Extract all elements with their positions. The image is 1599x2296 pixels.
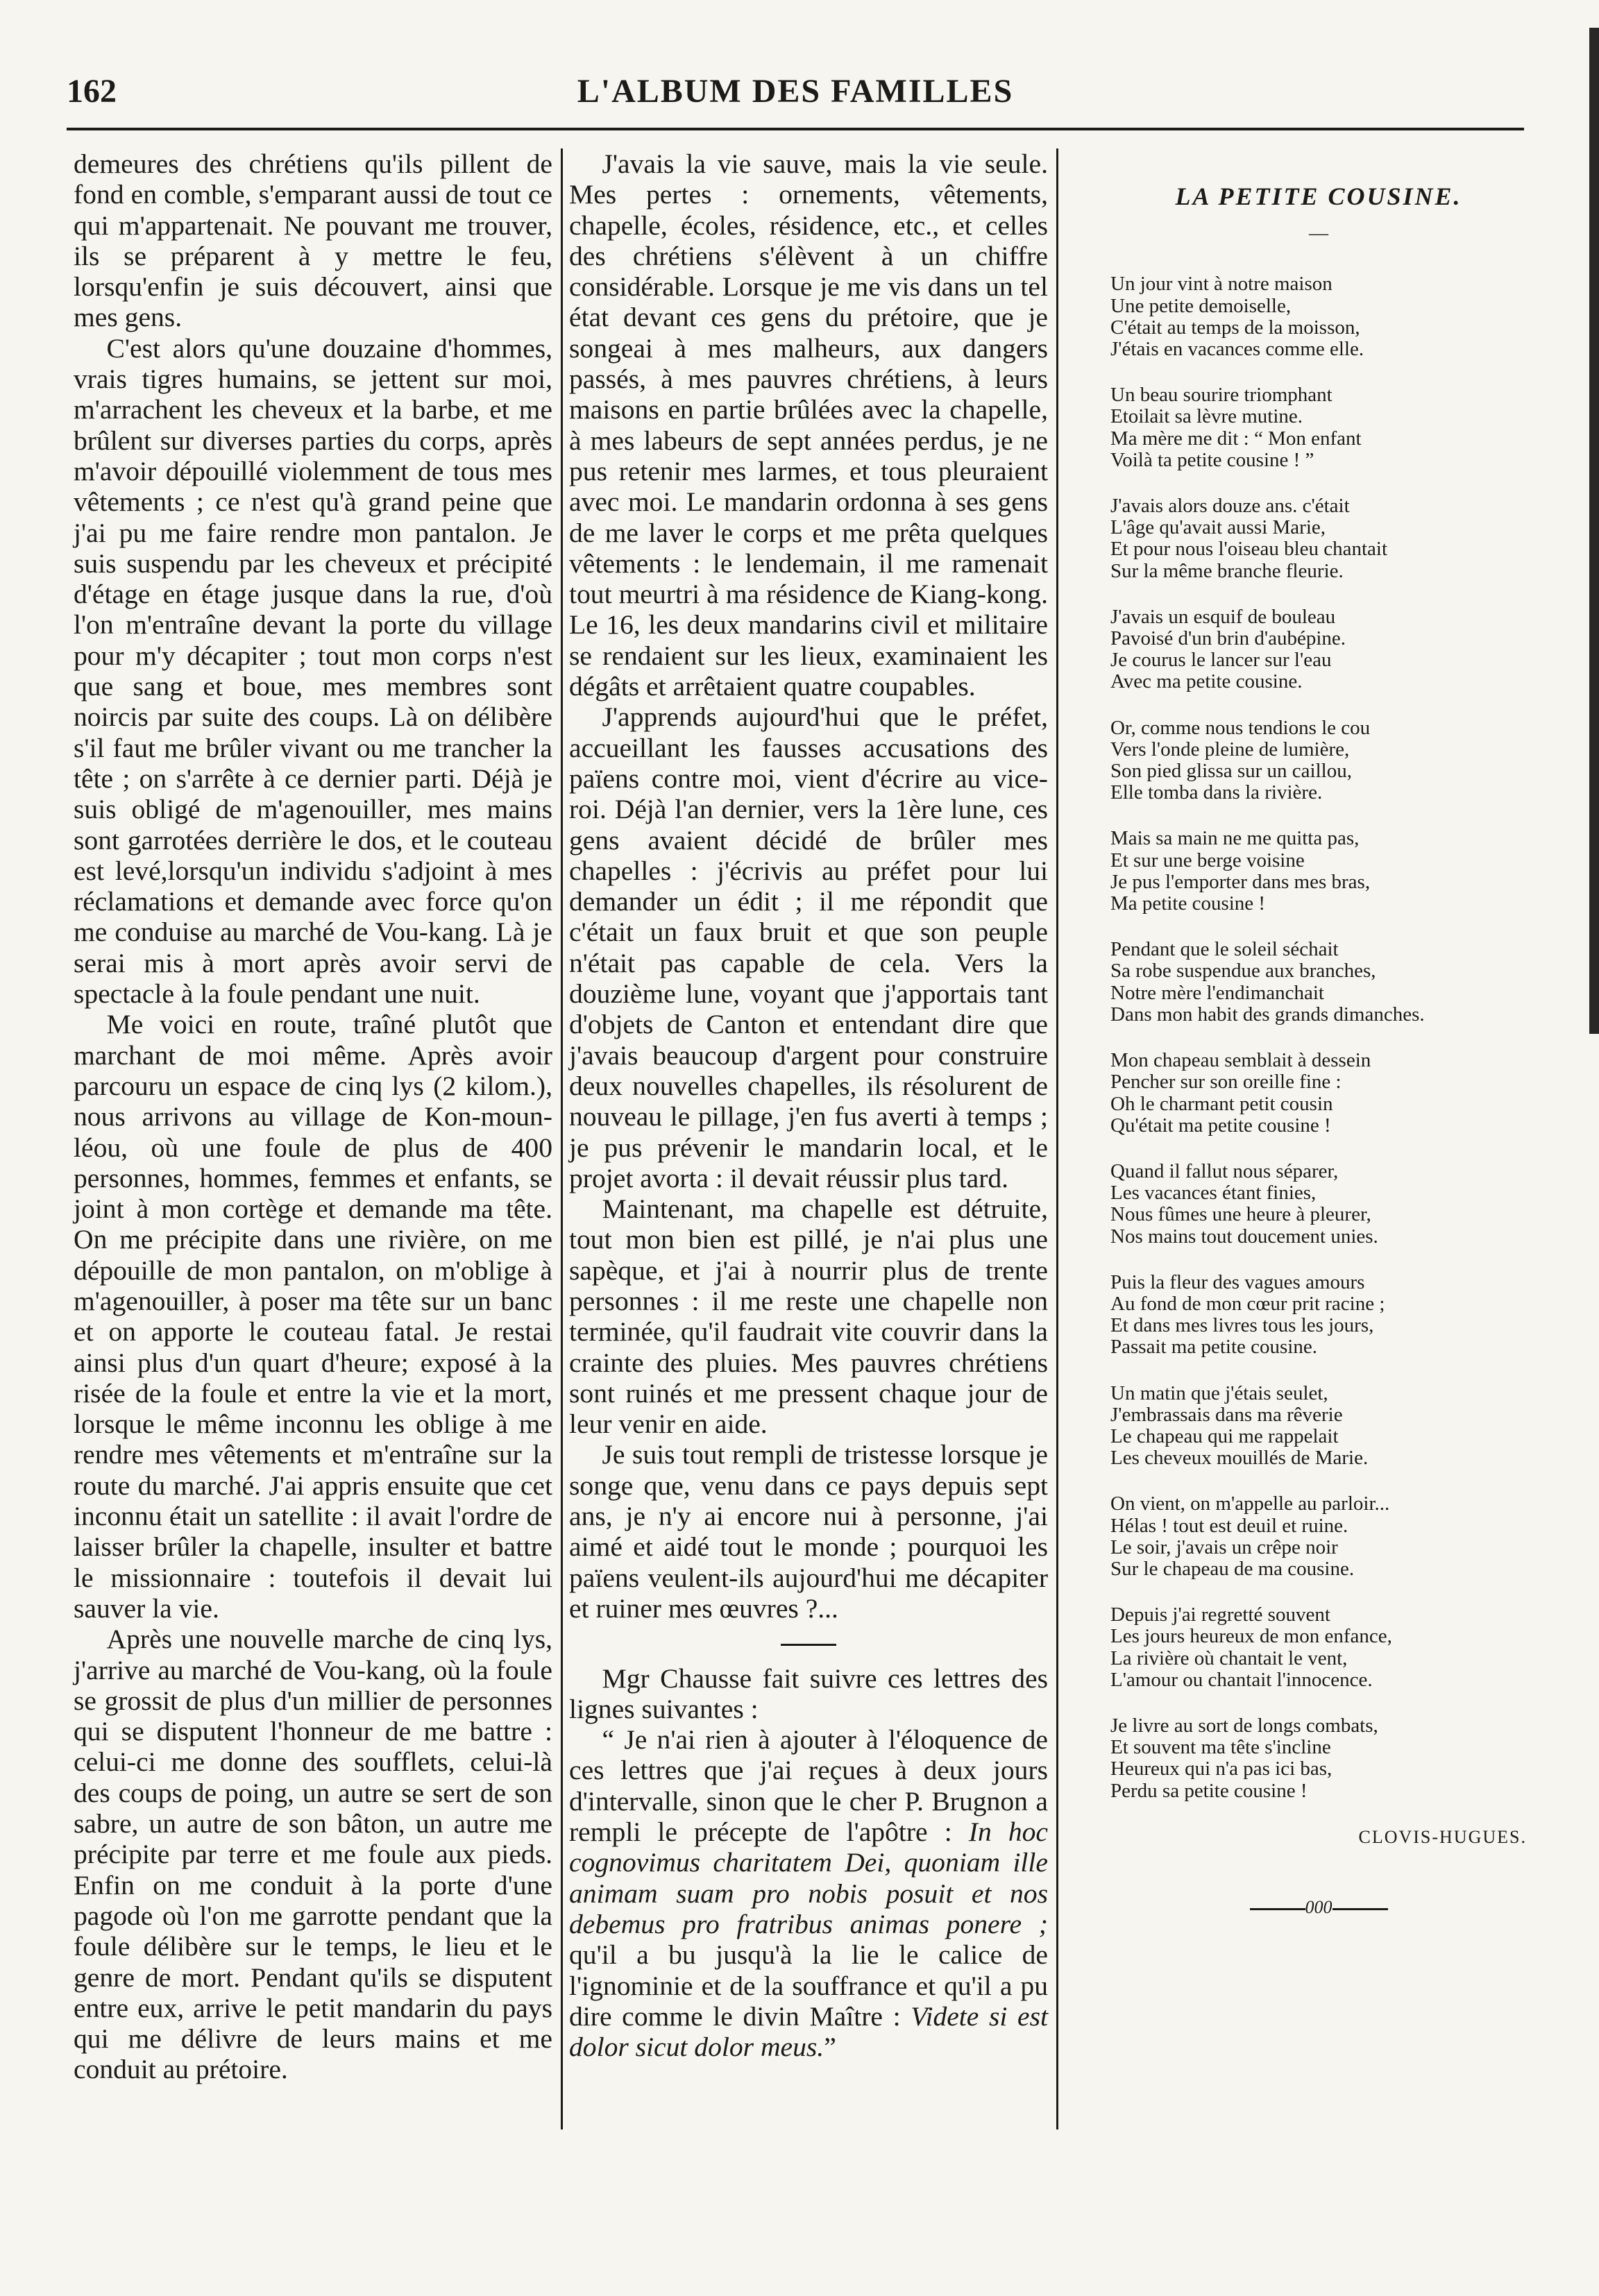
page-number: 162: [67, 73, 117, 110]
poem-line: Je courus le lancer sur l'eau: [1110, 649, 1332, 672]
poem-line: Avec ma petite cousine.: [1110, 670, 1303, 693]
poem-line: Un jour vint à notre maison: [1110, 273, 1332, 296]
poem-line: Mais sa main ne me quitta pas,: [1110, 827, 1360, 850]
poem-stanza: [1110, 717, 1527, 804]
poem-line: Nos mains tout doucement unies.: [1110, 1225, 1378, 1248]
poem-line: Et sur une berge voisine: [1110, 849, 1305, 871]
poem-stanza: [1110, 1383, 1527, 1470]
article-column-middle: [569, 148, 1048, 2062]
poem-line: Qu'était ma petite cousine !: [1110, 1114, 1331, 1137]
poem-line: Notre mère l'endimanchait: [1110, 981, 1324, 1004]
paragraph: J'apprends aujourd'hui que le préfet, accueillant les fausses accusations des païens contre moi, vient d'écrire au vice-roi. Déjà l'an dernier, vers la 1ère lune, ces gens avaient décidé de brûler mes chapelles : j'écrivis au préfet pour lui demander un édit ; il me répondit que c'était un faux bruit et que son peuple n'était pas capable de cela. Vers la douzième lune, voyant que j'apportais tant d'objets de Canton et entendant dire que j'avais beaucoup d'argent pour construire deux nouvelles chapelles, ils résolurent de nouveau le pillage, j'en fus averti à temps ; je pus prévenir le mandarin local, et le projet avorta : il devait réussir plus tard.: [569, 701, 1048, 1193]
poem-line: Depuis j'ai regretté souvent: [1110, 1604, 1330, 1626]
quoted-letter: [569, 1724, 1048, 2062]
poem-line: Je pus l'emporter dans mes bras,: [1110, 870, 1371, 893]
paragraph: C'est alors qu'une douzaine d'hommes, vrais tigres humains, se jettent sur moi, m'arrachent les cheveux et la barbe, et me brûlent sur diverses parties du corps, après m'avoir dépouillé violemment de tous mes vêtements ; ce n'est qu'à grand peine que j'ai pu me faire rendre mon pantalon. Je suis suspendu par les cheveux et précipité d'étage en étage jusque dans la rue, d'où l'on m'entraîne devant la porte du village pour m'y décapiter ; tout mon corps n'est que sang et boue, mes membres sont noircis par suite des coups. Là on délibère s'il faut me brûler vivant ou me trancher la tête ; on s'arrête à ce dernier parti. Déjà je suis obligé de m'agenouiller, mes mains sont garrotées derrière le dos, et le couteau est levé,lorsqu'un individu s'adjoint à mes réclamations et demande avec force qu'on me conduise au marché de Vou-kang. Là je serai mis à mort après avoir servi de spectacle à la foule pendant une nuit.: [74, 332, 552, 1010]
poem-line: Au fond de mon cœur prit racine ;: [1110, 1292, 1385, 1315]
paragraph: Maintenant, ma chapelle est détruite, tout mon bien est pillé, je n'ai plus une sapèque, et j'ai à nourrir plus de trente personnes : il me reste une chapelle non terminée, qu'il faudrait vite couvrir dans la crainte des pluies. Mes pauvres chrétiens sont ruinés et me pressent chaque jour de leur venir en aide.: [569, 1193, 1048, 1440]
poem-line: J'embrassais dans ma rêverie: [1110, 1403, 1343, 1426]
poem-stanza: [1110, 1715, 1527, 1802]
closing-quote: ”: [824, 2032, 836, 2063]
poem-column: [1110, 182, 1527, 1918]
poem-line: Une petite demoiselle,: [1110, 294, 1292, 317]
paragraph: Je suis tout rempli de tristesse lorsque je songe que, venu dans ce pays depuis sept ans, je n'y ai encore nui à personne, j'ai aimé et aidé tout le monde ; pourquoi les païens veulent-ils aujourd'hui me décapiter et ruiner mes œuvres ?...: [569, 1439, 1048, 1624]
header-rule: [67, 128, 1524, 130]
poem-line: Son pied glissa sur un caillou,: [1110, 760, 1352, 783]
poem-line: Les cheveux mouillés de Marie.: [1110, 1447, 1369, 1470]
poem-stanza: [1110, 1050, 1527, 1137]
poem-line: Etoilait sa lèvre mutine.: [1110, 405, 1303, 428]
section-separator: [569, 1626, 1048, 1657]
column-divider: [1056, 148, 1058, 2129]
poem-line: Nous fûmes une heure à pleurer,: [1110, 1203, 1371, 1226]
poem-line: Sa robe suspendue aux branches,: [1110, 960, 1376, 983]
poem-stanza: [1110, 1604, 1527, 1691]
page-header: [67, 72, 1524, 121]
poem-line: Elle tomba dans la rivière.: [1110, 781, 1323, 804]
poem-line: Ma mère me dit : “ Mon enfant: [1110, 427, 1362, 450]
poem-stanza: [1110, 1272, 1527, 1359]
poem-line: Un matin que j'étais seulet,: [1110, 1381, 1328, 1404]
binding-edge: [1589, 28, 1599, 1034]
poem-line: Et souvent ma tête s'incline: [1110, 1736, 1331, 1759]
poem-stanza: [1110, 606, 1527, 693]
poem-stanza: [1110, 939, 1527, 1026]
poem-stanza: [1110, 1161, 1527, 1248]
poem-line: Pavoisé d'un brin d'aubépine.: [1110, 627, 1346, 650]
poem-line: Puis la fleur des vagues amours: [1110, 1270, 1365, 1293]
poem-line: La rivière où chantait le vent,: [1110, 1647, 1348, 1669]
end-ornament: [1110, 1896, 1527, 1918]
quote-text: qu'il a bu jusqu'à la lie le calice de l'ignominie et de la souffrance et qu'il a pu dire comme le divin Maître :: [569, 1939, 1048, 2032]
end-mark-text: 000: [1305, 1896, 1332, 1917]
poem-line: Les vacances étant finies,: [1110, 1182, 1317, 1205]
paragraph: Mgr Chausse fait suivre ces lettres des lignes suivantes :: [569, 1663, 1048, 1724]
latin-quote: Videte si est dolor sicut dolor meus.: [569, 2000, 1048, 2063]
poem-line: J'avais alors douze ans. c'était: [1110, 495, 1350, 518]
poem-line: Sur la même branche fleurie.: [1110, 559, 1344, 582]
poem-line: Et pour nous l'oiseau bleu chantait: [1110, 538, 1388, 561]
poem-line: J'étais en vacances comme elle.: [1110, 338, 1364, 361]
paragraph: Me voici en route, traîné plutôt que marchant de moi même. Après avoir parcouru un espace de cinq lys (2 kilom.), nous arrivons au village de Kon-moun-léou, où une foule de plus de 400 personnes, hommes, femmes et enfants, se joint à mon cortège et demande ma tête. On me précipite dans une rivière, on me dépouille de mon pantalon, on m'oblige à m'agenouiller, à poser ma tête sur un banc et on apporte le couteau fatal. Je restai ainsi plus d'un quart d'heure; exposé à la risée de la foule et entre la vie et la mort, lorsque le même inconnu les oblige à me rendre mes vêtements et m'entraîne sur la route du marché. J'ai appris ensuite que cet inconnu était un satellite : il avait l'ordre de laisser brûler la chapelle, insulter et battre le missionnaire : toutefois il devait lui sauver la vie.: [74, 1009, 552, 1624]
poem-line: Un beau sourire triomphant: [1110, 384, 1332, 407]
poem-line: Quand il fallut nous séparer,: [1110, 1159, 1339, 1182]
poem-line: Or, comme nous tendions le cou: [1110, 716, 1371, 739]
poem-line: Le chapeau qui me rappelait: [1110, 1425, 1339, 1447]
latin-quote: In hoc cognovimus charitatem Dei, quoniam ille animam suam pro nobis posuit et nos debemus pro fratribus animas ponere ;: [569, 1817, 1048, 1939]
poem-line: J'avais un esquif de bouleau: [1110, 605, 1336, 628]
poem-line: Oh le charmant petit cousin: [1110, 1092, 1333, 1115]
poem-line: Et dans mes livres tous les jours,: [1110, 1314, 1374, 1337]
poem-line: Voilà ta petite cousine ! ”: [1110, 448, 1314, 471]
poem-stanza: [1110, 828, 1527, 915]
paragraph: demeures des chrétiens qu'ils pillent de fond en comble, s'emparant aussi de tout ce qui m'appartenait. Ne pouvant me trouver, ils se préparent à y mettre le feu, lorsqu'enfin je suis découvert, ainsi que mes gens.: [74, 148, 552, 333]
poem-line: Hélas ! tout est deuil et ruine.: [1110, 1514, 1348, 1537]
poem-body: [1110, 273, 1527, 1801]
poem-stanza: [1110, 273, 1527, 360]
article-column-left: [74, 148, 552, 2085]
paragraph: J'avais la vie sauve, mais la vie seule. Mes pertes : ornements, vêtements, chapelle, écoles, résidence, etc., et celles des chrétiens s'élèvent à un chiffre considérable. Lorsque je me vis dans un tel état devant ces gens du prétoire, que je songeai à mes malheurs, aux dangers passés, à mes pauvres chrétiens, à leurs maisons en partie brûlées avec la chapelle, à mes labeurs de sept années perdus, je ne pus retenir mes larmes, et tous pleuraient avec moi. Le mandarin ordonna à ses gens de me laver le corps et me prêta quelques vêtements : le lendemain, il me ramenait tout meurtri à ma résidence de Kiang-kong. Le 16, les deux mandarins civil et militaire se rendaient sur les lieux, examinaient les dégâts et arrêtaient quatre coupables.: [569, 148, 1048, 702]
poem-stanza: [1110, 495, 1527, 582]
title-dash: —: [1309, 223, 1328, 245]
poem-line: Vers l'onde pleine de lumière,: [1110, 738, 1350, 760]
poem-stanza: [1110, 384, 1527, 471]
poem-stanza: [1110, 1493, 1527, 1580]
poem-line: Sur le chapeau de ma cousine.: [1110, 1557, 1355, 1580]
journal-title: L'ALBUM DES FAMILLES: [577, 73, 1014, 110]
poem-line: Ma petite cousine !: [1110, 892, 1266, 915]
poem-line: Le soir, j'avais un crêpe noir: [1110, 1536, 1338, 1558]
poem-line: Passait ma petite cousine.: [1110, 1336, 1317, 1359]
poem-line: Perdu sa petite cousine !: [1110, 1779, 1308, 1802]
paragraph: Après une nouvelle marche de cinq lys, j'arrive au marché de Vou-kang, où la foule se grossit de plus d'un millier de personnes qui se disputent l'honneur de me battre : celui-ci me donne des soufflets, celui-là des coups de poing, un autre se sert de son sabre, un autre de son bâton, un autre me précipite par terre et me foule aux pieds. Enfin on me conduit à la porte d'une pagode où l'on me garrotte pendant que la foule délibère sur le temps, le lieu et le genre de mort. Pendant qu'ils se disputent entre eux, arrive le petit mandarin du pays qui me délivre de leurs mains et me conduit au prétoire.: [74, 1624, 552, 2085]
poem-line: L'amour ou chantait l'innocence.: [1110, 1668, 1373, 1691]
poem-line: Je livre au sort de longs combats,: [1110, 1714, 1378, 1737]
poem-line: L'âge qu'avait aussi Marie,: [1110, 516, 1326, 539]
poem-line: Heureux qui n'a pas ici bas,: [1110, 1758, 1332, 1780]
poem-author: CLOVIS-HUGUES.: [1358, 1826, 1527, 1847]
poem-line: On vient, on m'appelle au parloir...: [1110, 1493, 1390, 1515]
poem-line: Dans mon habit des grands dimanches.: [1110, 1003, 1425, 1026]
poem-line: Pencher sur son oreille fine :: [1110, 1071, 1342, 1094]
poem-title: LA PETITE COUSINE.: [1175, 182, 1462, 210]
quote-text: “ Je n'ai rien à ajouter à l'éloquence de ces lettres que j'ai reçues à deux jours d'intervalle, sinon que le cher P. Brugnon a rempli le précepte de l'apôtre :: [569, 1724, 1048, 1848]
poem-line: Mon chapeau semblait à dessein: [1110, 1049, 1371, 1072]
poem-line: Les jours heureux de mon enfance,: [1110, 1625, 1392, 1648]
poem-line: Pendant que le soleil séchait: [1110, 938, 1339, 961]
poem-line: C'était au temps de la moisson,: [1110, 316, 1360, 339]
column-divider: [561, 148, 563, 2129]
